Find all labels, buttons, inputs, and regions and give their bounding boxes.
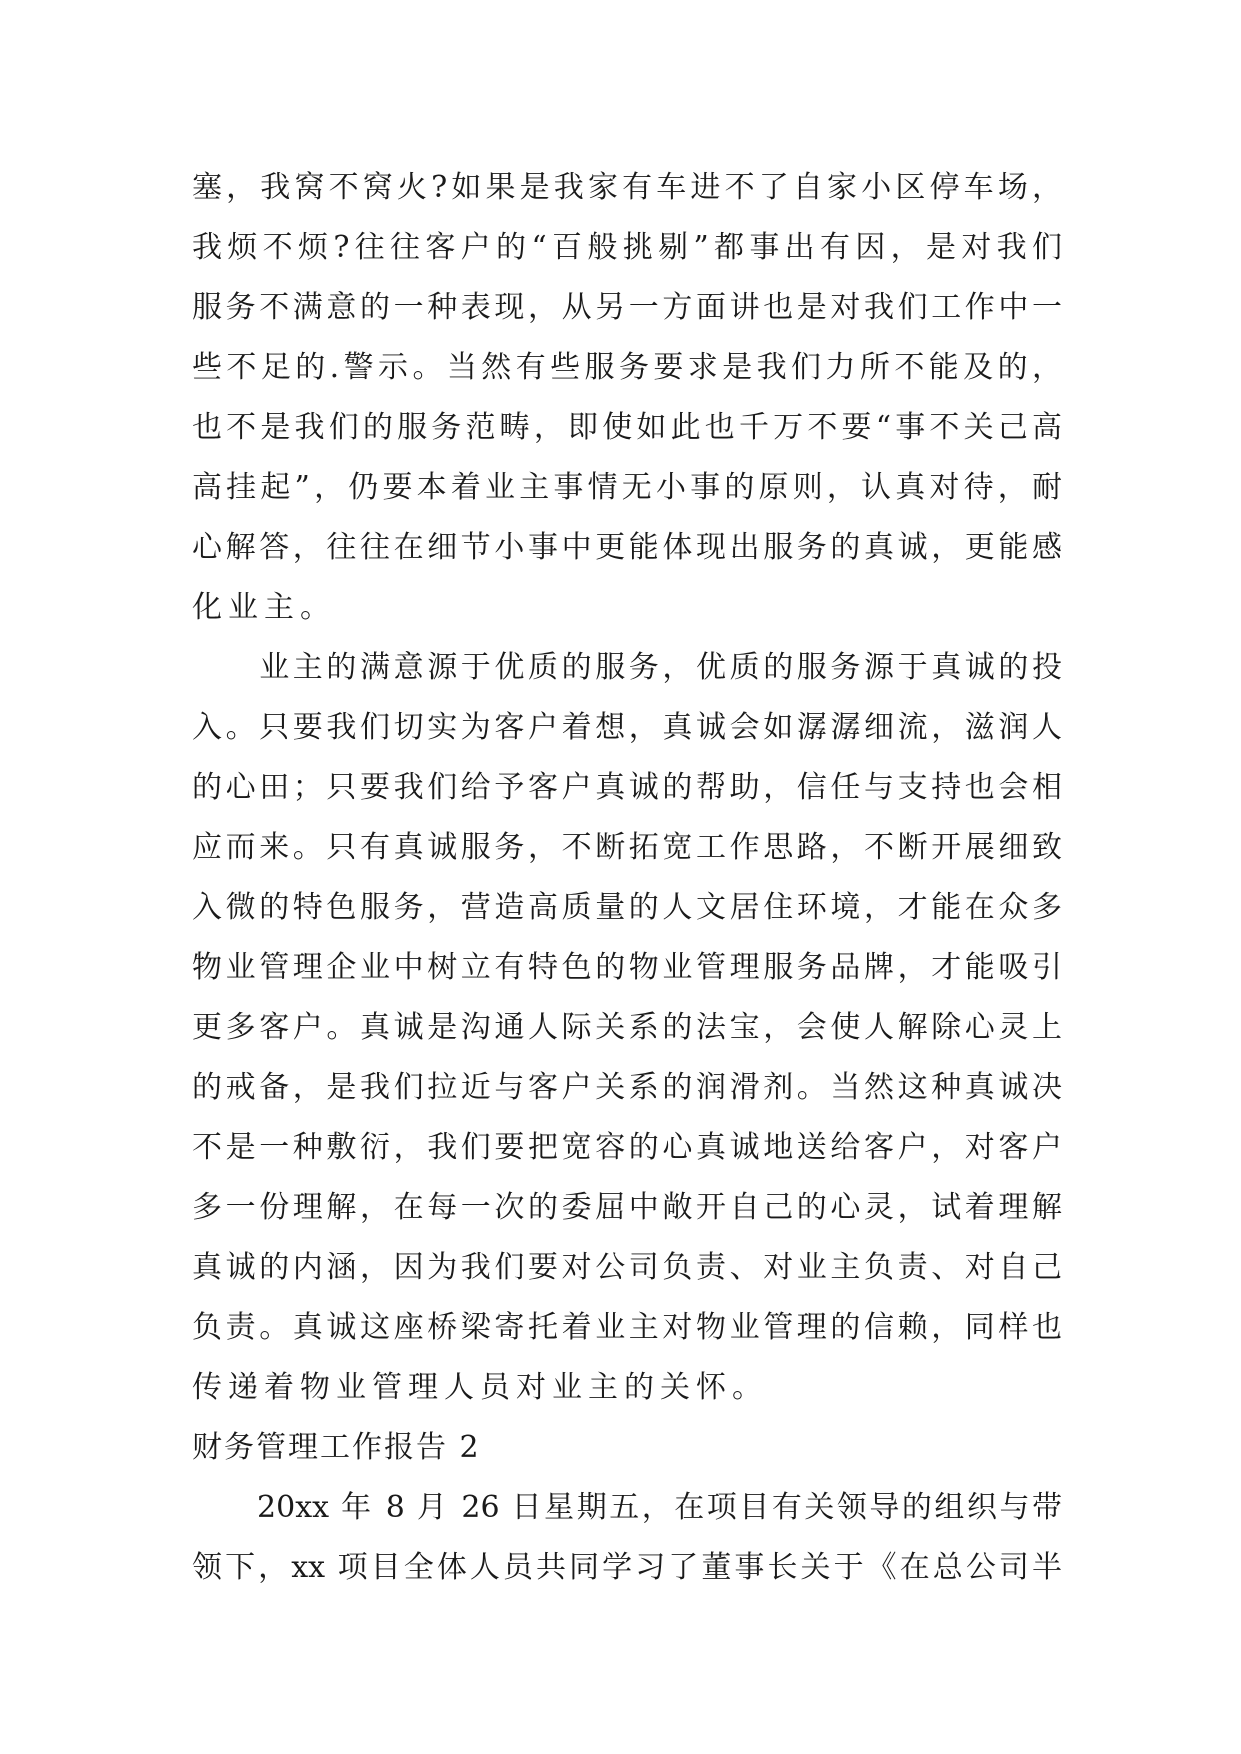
paragraph-service-attitude [192, 158, 1062, 638]
text-line: 入。只要我们切实为客户着想，真诚会如潺潺细流，滋润人 [192, 710, 1062, 745]
paragraph-sincerity [192, 638, 1062, 1418]
text-line: 也不是我们的服务范畴，即使如此也千万不要“事不关己高 [192, 410, 1062, 445]
text-line: 我烦不烦?往往客户的“百般挑剔”都事出有因，是对我们 [192, 230, 1062, 265]
paragraph-report-intro [192, 1478, 1062, 1598]
text-line: 20xx 年 8 月 26 日星期五，在项目有关领导的组织与带 [192, 1490, 1062, 1525]
text-line: 负责。真诚这座桥梁寄托着业主对物业管理的信赖，同样也 [192, 1310, 1062, 1345]
text-line: 领下，xx 项目全体人员共同学习了董事长关于《在总公司半 [192, 1550, 1062, 1585]
text-line: 传递着物业管理人员对业主的关怀。 [192, 1370, 768, 1405]
text-line: 物业管理企业中树立有特色的物业管理服务品牌，才能吸引 [192, 950, 1062, 985]
text-line: 心解答，往往在细节小事中更能体现出服务的真诚，更能感 [192, 530, 1062, 565]
text-line: 的心田；只要我们给予客户真诚的帮助，信任与支持也会相 [192, 770, 1062, 805]
text-line: 真诚的内涵，因为我们要对公司负责、对业主负责、对自己 [192, 1250, 1062, 1285]
text-line: 化业主。 [192, 590, 336, 625]
text-line: 些不足的.警示。当然有些服务要求是我们力所不能及的， [192, 350, 1062, 385]
document-body [192, 158, 1062, 1598]
section-heading: 财务管理工作报告 2 [192, 1430, 481, 1465]
text-line: 服务不满意的一种表现，从另一方面讲也是对我们工作中一 [192, 290, 1062, 325]
text-line: 应而来。只有真诚服务，不断拓宽工作思路，不断开展细致 [192, 830, 1062, 865]
text-line: 的戒备，是我们拉近与客户关系的润滑剂。当然这种真诚决 [192, 1070, 1062, 1105]
text-line: 更多客户。真诚是沟通人际关系的法宝，会使人解除心灵上 [192, 1010, 1062, 1045]
text-line: 高挂起”，仍要本着业主事情无小事的原则，认真对待，耐 [192, 470, 1062, 505]
text-line: 多一份理解，在每一次的委屈中敞开自己的心灵，试着理解 [192, 1190, 1062, 1225]
text-line: 入微的特色服务，营造高质量的人文居住环境，才能在众多 [192, 890, 1062, 925]
text-line: 业主的满意源于优质的服务，优质的服务源于真诚的投 [192, 650, 1062, 685]
text-line: 塞，我窝不窝火?如果是我家有车进不了自家小区停车场， [192, 170, 1062, 205]
text-line: 不是一种敷衍，我们要把宽容的心真诚地送给客户，对客户 [192, 1130, 1062, 1165]
